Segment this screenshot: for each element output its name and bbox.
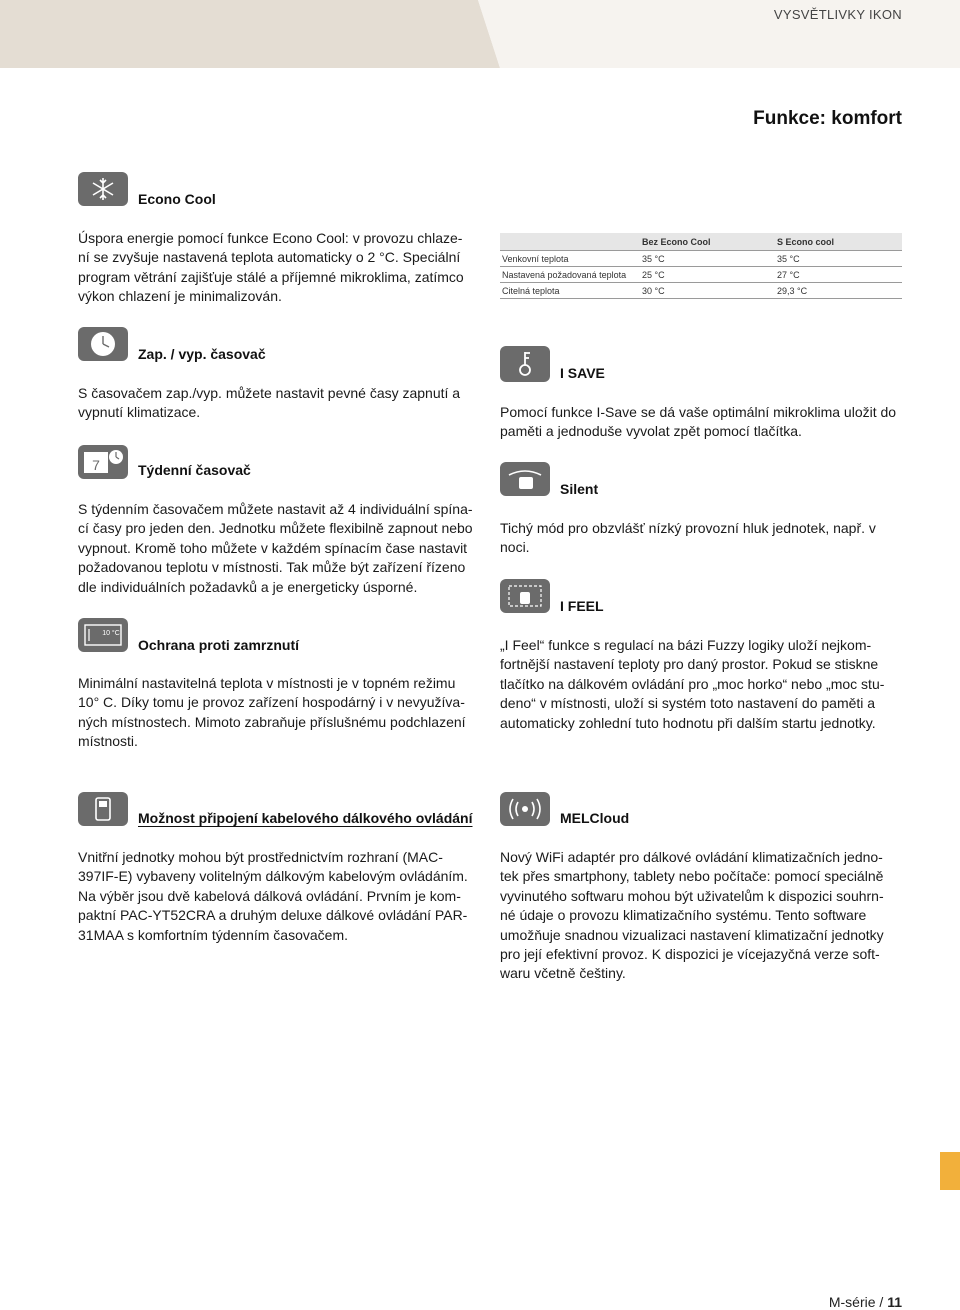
- text-line: S časovačem zap./vyp. můžete nastavit pevné časy zapnutí a: [78, 385, 461, 401]
- table-cell: 29,3 °C: [775, 283, 902, 299]
- silent-icon: [500, 462, 550, 496]
- table-cell: Citelná teplota: [500, 283, 640, 299]
- ifeel-title: I FEEL: [560, 598, 604, 614]
- frost-protection-icon: [78, 618, 128, 652]
- wifi-signal-icon: [505, 795, 545, 823]
- melcloud-title: MELCloud: [560, 810, 630, 826]
- key-icon: [510, 348, 540, 380]
- text-line: cí časy pro jeden den. Jednotku můžete flexibilně zapnout nebo: [78, 520, 473, 537]
- table-header-cell: Bez Econo Cool: [640, 233, 775, 251]
- silent-title: Silent: [560, 481, 599, 497]
- text-line: Na výběr jsou dvě kabelová dálková ovládání. Prvním je kom-: [78, 887, 461, 904]
- text-line: 10° C. Díky tomu je provoz zařízení hospodárný i v nevyužíva-: [78, 694, 465, 711]
- text-line: ných místnostech. Mimoto zabraňuje příslušnému podchlazení: [78, 713, 466, 730]
- text-line: deno“ v místnosti, uloží si systém toto nastavení do paměti a: [500, 695, 876, 712]
- text-line: Tichý mód pro obzvlášť nízký provozní hluk jednotek, např. v: [500, 520, 876, 536]
- text-line: „I Feel“ funkce s regulací na bázi Fuzzy logiky uloží nejkom-: [500, 637, 872, 653]
- table-row: [500, 251, 902, 267]
- text-line: né údaje o provozu klimatizačního systému. Tento software: [500, 907, 867, 924]
- text-line: ní se zvyšuje nastavená teplota automaticky o 2 °C. Speciální: [78, 249, 461, 266]
- wired-remote-title: Možnost připojení kabelového dálkového ovládání: [138, 810, 473, 826]
- weekly-timer-icon: [78, 445, 128, 479]
- hand-sensor-icon: [505, 582, 545, 610]
- table-cell: 30 °C: [640, 283, 775, 299]
- text-line: vyvinutého softwaru mohou být uživatelům k dispozici souhrn-: [500, 887, 884, 904]
- page-number: 11: [887, 1294, 902, 1310]
- ifeel-text: [500, 636, 902, 733]
- frost-text: [78, 674, 481, 752]
- text-line: Nový WiFi adaptér pro dálkové ovládání klimatizačních jedno-: [500, 849, 883, 865]
- table-cell: 27 °C: [775, 267, 902, 283]
- page-footer: [829, 1294, 902, 1310]
- text-line: dle individuálních požadavků a je energeticky úsporné.: [78, 578, 418, 595]
- table-cell: Nastavená požadovaná teplota: [500, 267, 640, 283]
- silent-text: [500, 519, 910, 558]
- series-label: M-série /: [828, 1294, 888, 1310]
- text-line: pro její efektivní provoz. K dispozici je vícejazyčná verze soft-: [500, 946, 880, 963]
- table-row: [500, 267, 902, 283]
- text-line: noci.: [500, 539, 530, 556]
- table-row: [500, 283, 902, 299]
- table-header-cell: S Econo cool: [775, 233, 902, 251]
- snowflake-thermometer-icon: [88, 176, 118, 202]
- econo-cool-text: [78, 229, 481, 307]
- isave-title: I SAVE: [560, 365, 605, 381]
- frost-title: Ochrana proti zamrznutí: [138, 637, 300, 653]
- calendar-clock-icon: [81, 448, 125, 476]
- section-label: VYSVĚTLIVKY IKON: [773, 7, 902, 22]
- clock-icon: [88, 329, 118, 359]
- text-line: program větrání zajišťuje stálé a příjemné mikroklima, zatímco: [78, 268, 464, 285]
- text-line: umožňuje snadnou vizualizaci nastavení klimatizační jednotky: [500, 926, 884, 943]
- text-line: Vnitřní jednotky mohou být prostřednictvím rozhraní (MAC-: [78, 849, 443, 865]
- text-line: požadovanou teplotu v místnosti. Tak může být zařízení řízeno: [78, 559, 466, 576]
- melcloud-text: [500, 848, 902, 984]
- econo-cool-title: Econo Cool: [138, 191, 216, 207]
- table-header-cell: [500, 233, 640, 251]
- text-line: tlačítko na dálkovém ovládání pro „moc horko“ nebo „moc stu-: [500, 675, 885, 692]
- text-line: vypnout. Kromě toho můžete v každém spínacím čase nastavit: [78, 539, 468, 556]
- text-line: tek přes smartphony, tablety nebo počítače: pomocí speciálně: [500, 868, 884, 885]
- text-line: waru včetně češtiny.: [500, 965, 626, 982]
- isave-text: [500, 403, 910, 442]
- weekly-timer-text: [78, 500, 481, 597]
- remote-control-icon: [88, 795, 118, 823]
- text-line: 31MAA s komfortním týdenním časovačem.: [78, 926, 348, 943]
- wired-remote-icon: [78, 792, 128, 826]
- text-line: S týdenním časovačem můžete nastavit až 4 individuální spína-: [78, 501, 473, 517]
- table-cell: Venkovní teplota: [500, 251, 640, 267]
- table-cell: 35 °C: [640, 251, 775, 267]
- text-line: Úspora energie pomocí funkce Econo Cool: v provozu chlaze-: [78, 230, 463, 246]
- text-line: paměti a jednoduše vyvolat zpět pomocí tlačítka.: [500, 423, 802, 440]
- text-line: vypnutí klimatizace.: [78, 404, 201, 421]
- text-line: automaticky zohlední tuto hodnotu při dalším startu jednotky.: [500, 714, 876, 731]
- text-line: výkon chlazení je minimalizován.: [78, 288, 282, 305]
- text-line: paktní PAC-YT52CRA a druhým deluxe dálkové ovládání PAR-: [78, 907, 468, 924]
- ifeel-icon: [500, 579, 550, 613]
- text-line: fortnější nastavení teploty pro daný prostor. Pokud se stiskne: [500, 656, 879, 673]
- calendar-number: 7: [92, 457, 100, 473]
- timer-icon: [78, 327, 128, 361]
- thermostat-icon: [81, 621, 125, 649]
- text-line: Minimální nastavitelná teplota v místnosti je v topném režimu: [78, 675, 456, 691]
- econo-cool-icon: [78, 172, 128, 206]
- text-line: místnosti.: [78, 733, 138, 750]
- timer-title: Zap. / vyp. časovač: [138, 346, 266, 362]
- thermostat-reading: 10 °C: [102, 630, 120, 637]
- hand-mute-icon: [505, 465, 545, 493]
- page-title: Funkce: komfort: [753, 108, 902, 129]
- isave-icon: [500, 346, 550, 382]
- text-line: Pomocí funkce I-Save se dá vaše optimální mikroklima uložit do: [500, 404, 897, 420]
- wired-remote-text: [78, 848, 481, 945]
- weekly-timer-title: Týdenní časovač: [138, 462, 251, 478]
- table-cell: 35 °C: [775, 251, 902, 267]
- melcloud-icon: [500, 792, 550, 826]
- timer-text: [78, 384, 481, 423]
- text-line: 397IF-E) vybaveny volitelným dálkovým kabelovým ovládáním.: [78, 868, 468, 885]
- section-tab-marker: [940, 1152, 960, 1190]
- table-cell: 25 °C: [640, 267, 775, 283]
- table-header-row: [500, 233, 902, 251]
- econo-cool-comparison-table: [500, 233, 902, 299]
